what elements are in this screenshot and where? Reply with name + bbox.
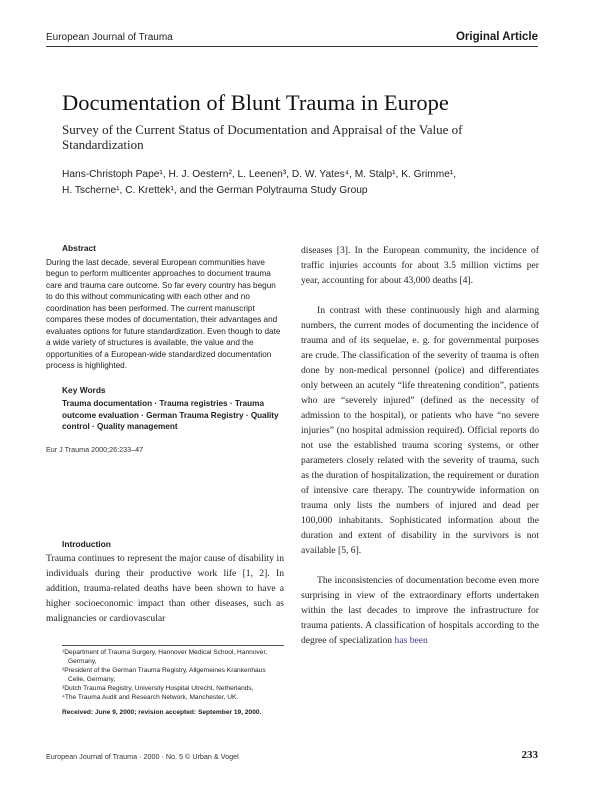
author-line-1: Hans-Christoph Pape¹, H. J. Oestern², L. Leenen³, D. W. Yates⁴, M. Stalp¹, K. Grimme¹,	[62, 169, 457, 180]
abstract-heading: Abstract	[62, 243, 96, 253]
author-line-2: H. Tscherne¹, C. Krettek¹, and the German Polytrauma Study Group	[62, 185, 368, 196]
paragraph-1: diseases [3]. In the European community, the incidence of traffic injuries accounts for about 3.5 million victims per year, accounting for about 43,000 deaths [4].	[301, 245, 539, 286]
abstract-text: During the last decade, several European communities have begun to perform multicenter approaches to document trauma care and trauma care outcome. So far every country has begun to do this without communicating with each other and no coordination has been performed. The current manuscript compares these modes of documentation, their advantages and evaluates options for future standardization. Even though to date a wide variety of structures is available, the value and the opportunities of a European-wide standardized documentation process is highlighted.	[46, 257, 281, 370]
introduction-heading: Introduction	[62, 539, 111, 549]
keywords-heading: Key Words	[62, 384, 106, 395]
footer-text: European Journal of Trauma · 2000 · No. 5 © Urban & Vogel	[46, 752, 239, 761]
journal-header: European Journal of Trauma	[46, 32, 173, 43]
footnotes	[62, 648, 284, 717]
paragraph-3	[301, 573, 539, 648]
footnote-4: ⁴The Trauma Audit and Research Network, Manchester, UK.	[62, 694, 239, 701]
introduction-text: Trauma continues to represent the major cause of disability in individuals during their productive work life [1, 2]. In addition, trauma-related deaths have been shown to have a higher socioeconomic impact than other diseases, such as malignancies or cardiovascular	[46, 553, 284, 624]
footnote-1: ¹Department of Trauma Surgery, Hannover Medical School, Hannover, Germany,	[62, 649, 268, 665]
right-column	[301, 243, 539, 648]
header-rule	[46, 46, 538, 47]
left-column	[46, 243, 284, 455]
footnote-2: ²President of the German Trauma Registry, Allgemeines Krankenhaus Celle, Germany,	[62, 667, 266, 683]
article-type-label: Original Article	[455, 31, 538, 43]
article-subtitle: Survey of the Current Status of Documentation and Appraisal of the Value of Standardization	[62, 122, 463, 152]
footnote-3: ³Dutch Trauma Registry, University Hospital Utrecht, Netherlands,	[62, 685, 254, 692]
author-list	[62, 167, 542, 199]
citation: Eur J Trauma 2000;26:233–47	[46, 444, 144, 454]
article-title: Documentation of Blunt Trauma in Europe	[62, 90, 449, 115]
page-number: 233	[521, 749, 538, 761]
received-dates: Received: June 9, 2000; revision accepted: September 19, 2000.	[62, 709, 262, 716]
keywords-block	[46, 385, 284, 433]
paragraph-3-link[interactable]: has been	[394, 635, 428, 646]
footnote-rule	[62, 645, 284, 646]
keywords-text: Trauma documentation · Trauma registries · Trauma outcome evaluation · German Trauma Registry · Quality control · Quality management	[62, 399, 279, 431]
paragraph-2: In contrast with these continuously high and alarming numbers, the current modes of documenting the incidence of trauma and of its sequelae, e. g. for governmental purposes are crude. The classification of the severity of trauma is often done by non-medical personnel (police) and differentiates only between an acutely “life threatening condition”, patients who are “severely injured” (defined as the necessity of admission to the hospital), or patients who have “no severe injuries” (no hospital admission required). Official reports do not use the established trauma scoring systems, or other parameters closely related with the severity of trauma, such as the duration of hospitalization, the requirement or duration of intensive care therapy. The countrywide information on trauma only lists the numbers of injured and dead per 100,000 inhabitants. Sophisticated information about the duration and extent of disability in the survivors is not available [5, 6].	[301, 305, 539, 556]
paragraph-3-text: The inconsistencies of documentation become even more surprising in view of the extraordinary efforts undertaken within the last decades to improve the infrastructure for trauma patients. A classification of hospitals according to the degree of specialization	[301, 575, 539, 646]
